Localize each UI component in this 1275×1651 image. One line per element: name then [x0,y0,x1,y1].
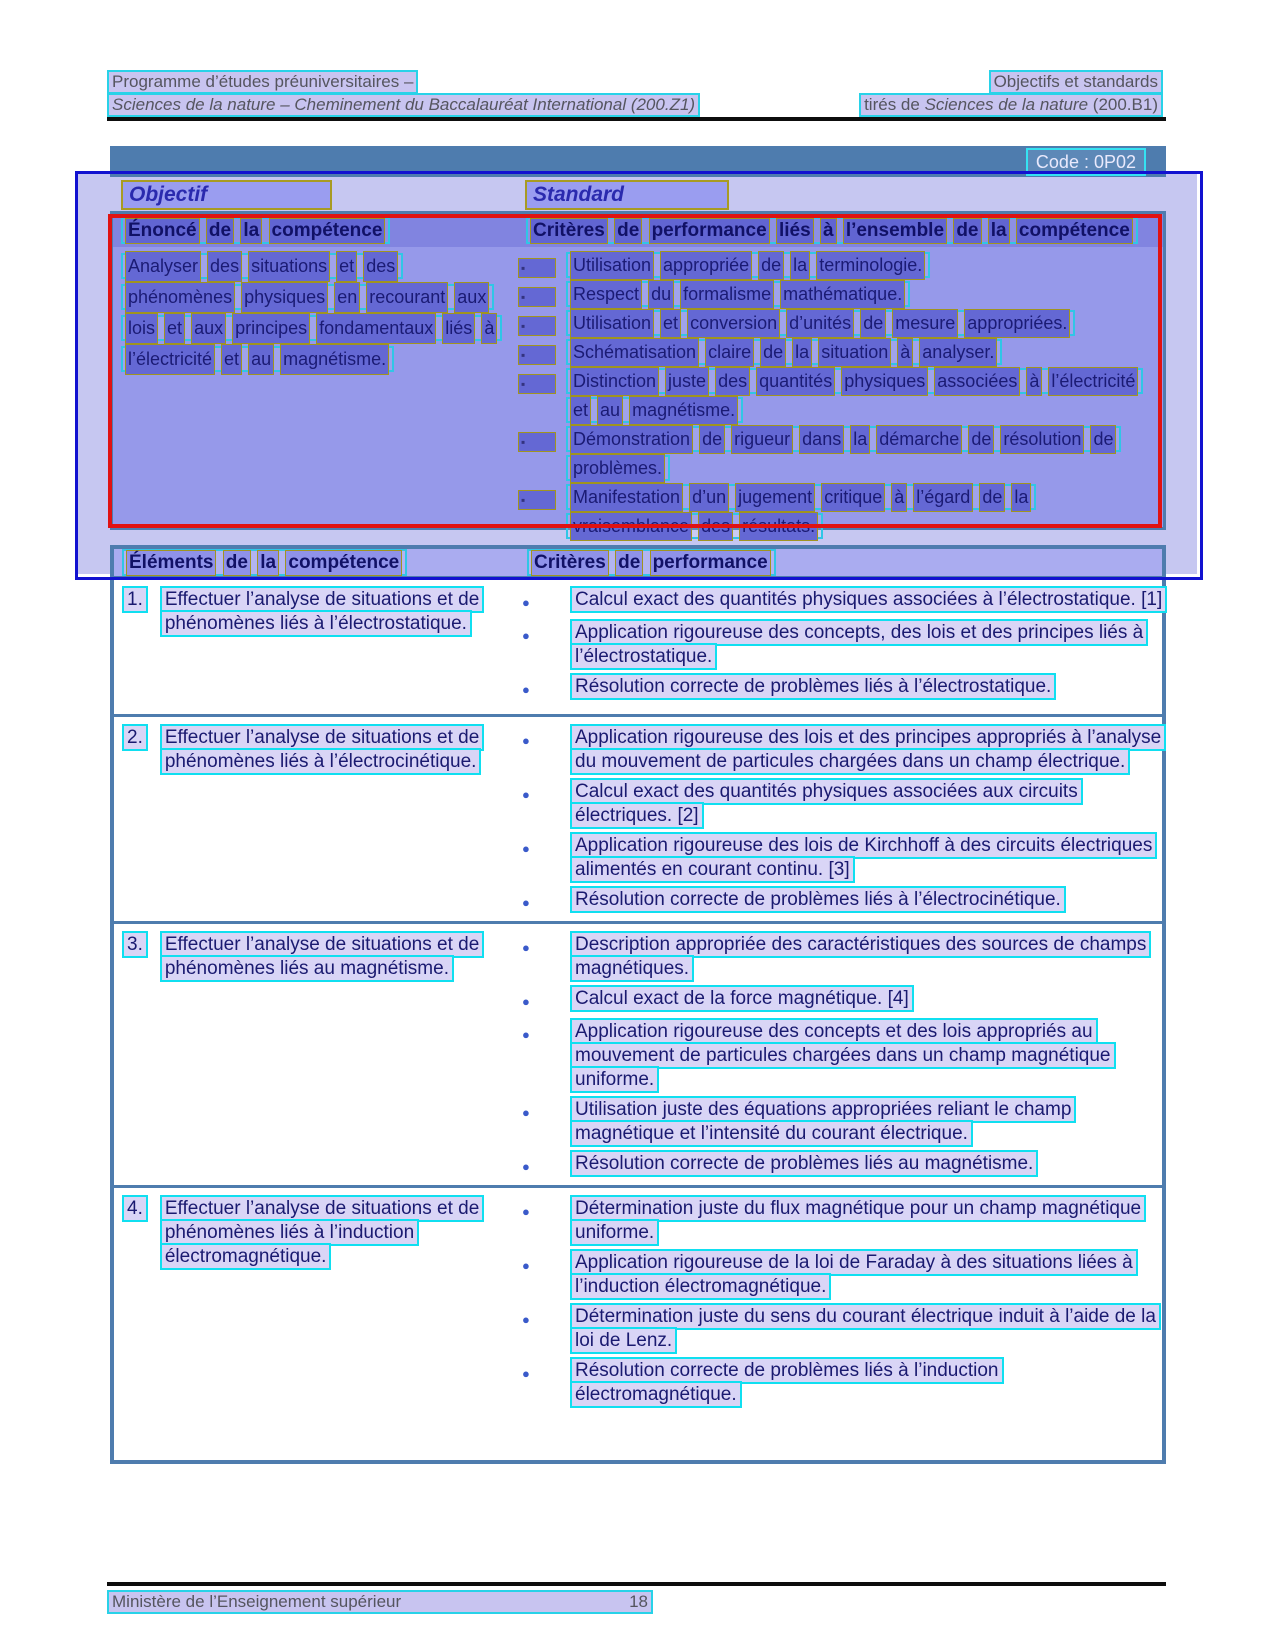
elements-table-header-row [114,549,1162,576]
performance-item [514,834,1170,882]
performance-item [514,1020,1170,1092]
criterion-item [518,338,1163,367]
word-highlight: formalisme [680,280,774,309]
square-bullet-icon: ▪ [518,258,556,278]
word-highlight: juste [665,367,709,396]
square-bullet-icon: ▪ [518,316,556,336]
word-highlight: la [790,251,810,280]
word-highlight: conversion [687,309,780,338]
performance-item [514,987,1170,1014]
word-highlight: l’électricité [1048,367,1138,396]
header-right-title: Objectifs et standards [989,70,1163,94]
square-bullet-icon: ▪ [518,345,556,365]
criterion-text [566,280,1151,309]
word-highlight: phénomènes [125,282,235,313]
code-badge: Code : 0P02 [1026,148,1146,176]
performance-item [514,726,1170,774]
performance-item [514,1152,1170,1179]
standard-label: Standard [525,180,729,210]
word-highlight: physiques [241,282,328,313]
word-highlight: et [164,313,185,344]
performance-item [514,588,1170,615]
word-highlight: des [207,251,242,282]
performance-text: Résolution correcte de problèmes liés au magnétisme. [570,1152,1170,1179]
round-bullet-icon: ● [522,682,530,697]
word-highlight: de [615,550,643,576]
word-highlight: l’électricité [125,344,215,375]
word-highlight: des [363,251,398,282]
word-highlight: fondamentaux [316,313,436,344]
criterion-marker [518,425,566,483]
word-highlight: au [248,344,274,375]
word-highlight: Énoncé [125,218,200,244]
round-bullet-icon: ● [522,994,530,1009]
word-highlight: magnétisme. [629,396,738,425]
element-number: 4. [122,1195,148,1222]
word-highlight: critique [821,483,885,512]
element-text: Effectuer l’analyse de situations et de phénomènes liés à l’électrostatique. [160,586,484,637]
criterion-item [518,483,1163,541]
square-bullet-icon: ▪ [518,374,556,394]
criterion-marker [518,251,566,280]
performance-text: Application rigoureuse de la loi de Faraday à des situations liées à l’induction électromagnétique. [570,1251,1170,1299]
enonce-text [113,251,503,541]
performance-text: Détermination juste du flux magnétique pour un champ magnétique uniforme. [570,1197,1170,1245]
square-bullet-icon: ▪ [518,287,556,307]
word-highlight: l’égard [913,483,973,512]
page-header-line-2 [107,93,1163,117]
enonce-table [110,211,1166,536]
word-highlight: Distinction [570,367,659,396]
criterion-item [518,367,1163,425]
word-highlight: résultats. [739,512,818,541]
criterion-item [518,251,1163,280]
word-highlight: Utilisation [570,251,654,280]
header-rule [107,117,1166,121]
page-footer [107,1590,653,1614]
round-bullet-icon: ● [522,1159,530,1174]
word-highlight: de [758,251,784,280]
word-highlight: Utilisation [570,309,654,338]
round-bullet-icon: ● [522,1027,530,1042]
word-highlight: et [336,251,357,282]
element-cell [114,924,514,1185]
word-highlight: mathématique. [780,280,905,309]
round-bullet-icon: ● [522,940,530,955]
word-highlight: physiques [841,367,928,396]
word-highlight: de [614,218,642,244]
word-highlight: de [760,338,786,367]
word-highlight: compétence [285,550,402,576]
round-bullet-icon: ● [522,895,530,910]
element-number: 2. [122,724,148,751]
criterion-item [518,280,1163,309]
round-bullet-icon: ● [522,1312,530,1327]
performance-text: Application rigoureuse des lois de Kirchhoff à des circuits électriques alimentés en courant continu. [3] [570,834,1170,882]
criterion-marker [518,280,566,309]
performance-text: Résolution correcte de problèmes liés à l’électrocinétique. [570,888,1170,915]
word-highlight: des [698,512,733,541]
performance-text: Résolution correcte de problèmes liés à l’électrostatique. [570,675,1170,702]
word-highlight: situation [818,338,891,367]
performance-text: Application rigoureuse des lois et des principes appropriés à l’analyse du mouvement de particules chargées dans un champ électrique. [570,726,1170,774]
word-highlight: Schématisation [570,338,699,367]
word-highlight: recourant [366,282,448,313]
word-highlight: situations [248,251,330,282]
word-highlight: problèmes. [570,454,665,483]
performance-item [514,1305,1170,1353]
performance-header-cell [519,550,1162,576]
word-highlight: en [334,282,360,313]
round-bullet-icon: ● [522,628,530,643]
word-highlight: liés [442,313,475,344]
word-highlight: appropriées. [964,309,1070,338]
word-highlight: vraisemblance [570,512,692,541]
word-highlight: et [660,309,681,338]
word-highlight: aux [454,282,489,313]
word-highlight: Critères [530,218,608,244]
word-highlight: Démonstration [570,425,693,454]
performance-item [514,621,1170,669]
element-text: Effectuer l’analyse de situations et de phénomènes liés à l’induction électromagnétique. [160,1195,484,1270]
criterion-marker [518,338,566,367]
word-highlight: performance [649,218,770,244]
performance-text: Détermination juste du sens du courant électrique induit à l’aide de la loi de Lenz. [570,1305,1170,1353]
word-highlight: résolution [1000,425,1084,454]
performance-text: Calcul exact de la force magnétique. [4] [570,987,1170,1014]
word-highlight: à [481,313,497,344]
performance-text: Résolution correcte de problèmes liés à l’induction électromagnétique. [570,1359,1170,1407]
element-row-1 [114,576,1162,714]
word-highlight: à [820,218,837,244]
word-highlight: l’ensemble [843,218,947,244]
round-bullet-icon: ● [522,733,530,748]
enonce-table-body [113,247,1163,541]
round-bullet-icon: ● [522,1204,530,1219]
word-highlight: de [223,550,251,576]
criterion-text [566,309,1151,338]
word-highlight: de [1090,425,1116,454]
word-highlight: la [850,425,870,454]
criterion-text [566,425,1151,483]
word-highlight: de [968,425,994,454]
element-text: Effectuer l’analyse de situations et de phénomènes liés au magnétisme. [160,931,484,982]
performance-item [514,933,1170,981]
performance-text: Description appropriée des caractéristiques des sources de champs magnétiques. [570,933,1170,981]
word-highlight: principes [232,313,310,344]
element-number: 3. [122,931,148,958]
element-row-3 [114,921,1162,1185]
code-bar [110,146,1166,177]
square-bullet-icon: ▪ [518,432,556,452]
page-header-line-1 [107,70,1163,94]
word-highlight: d’unités [786,309,854,338]
element-row-4 [114,1185,1162,1460]
round-bullet-icon: ● [522,1366,530,1381]
enonce-header-cell [113,218,518,244]
word-highlight: liés [776,218,814,244]
word-highlight: au [597,396,623,425]
word-highlight: associées [934,367,1020,396]
footer-text: Ministère de l’Enseignement supérieur [112,1592,402,1611]
square-bullet-icon: ▪ [518,490,556,510]
word-highlight: du [648,280,674,309]
performance-text: Application rigoureuse des concepts, des lois et des principes liés à l’électrostatique. [570,621,1170,669]
word-highlight: la [257,550,279,576]
performance-text: Application rigoureuse des concepts et des lois appropriés au mouvement de particules chargées dans un champ magnétique uniforme. [570,1020,1170,1092]
word-highlight: Respect [570,280,642,309]
word-highlight: la [792,338,812,367]
word-highlight: dans [799,425,844,454]
round-bullet-icon: ● [522,1105,530,1120]
footer-rule [107,1582,1166,1586]
header-program-subtitle: Sciences de la nature – Cheminement du Baccalauréat International (200.Z1) [107,93,700,117]
word-highlight: et [221,344,242,375]
word-highlight: la [240,218,262,244]
criterion-text [566,367,1151,425]
word-highlight: terminologie. [816,251,925,280]
word-highlight: à [897,338,913,367]
performance-text: Utilisation juste des équations appropriées reliant le champ magnétique et l’intensité du courant électrique. [570,1098,1170,1146]
word-highlight: jugement [735,483,815,512]
word-highlight: Éléments [126,550,216,576]
word-highlight: de [979,483,1005,512]
enonce-table-header-row [113,214,1163,247]
word-highlight: à [1026,367,1042,396]
word-highlight: la [988,218,1010,244]
round-bullet-icon: ● [522,595,530,610]
word-highlight: performance [650,550,771,576]
word-highlight: à [891,483,907,512]
word-highlight: rigueur [731,425,793,454]
footer-highlight [107,1590,653,1614]
objectif-label: Objectif [121,180,332,210]
element-cell [114,1188,514,1460]
word-highlight: aux [191,313,226,344]
header-program-title: Programme d’études préuniversitaires – [107,70,418,94]
round-bullet-icon: ● [522,787,530,802]
performance-item [514,888,1170,915]
criterion-marker [518,483,566,541]
criteria-header-cell [518,218,1163,244]
word-highlight: quantités [756,367,835,396]
performance-item [514,1098,1170,1146]
element-cell [114,717,514,921]
element-text: Effectuer l’analyse de situations et de phénomènes liés à l’électrocinétique. [160,724,484,775]
criterion-marker [518,309,566,338]
performance-list [514,1188,1176,1460]
criterion-item [518,425,1163,483]
word-highlight: de [206,218,234,244]
performance-text: Calcul exact des quantités physiques associées aux circuits électriques. [2] [570,780,1170,828]
round-bullet-icon: ● [522,841,530,856]
header-right-subtitle: tirés de Sciences de la nature (200.B1) [859,93,1163,117]
word-highlight: des [715,367,750,396]
word-highlight: magnétisme. [280,344,389,375]
word-highlight: analyser. [919,338,997,367]
word-highlight: lois [125,313,158,344]
performance-item [514,1251,1170,1299]
word-highlight: de [953,218,981,244]
performance-item [514,675,1170,702]
word-highlight: de [860,309,886,338]
word-highlight: appropriée [660,251,752,280]
word-highlight: de [699,425,725,454]
performance-list [514,924,1176,1185]
performance-item [514,1197,1170,1245]
word-highlight: claire [705,338,754,367]
word-highlight: Critères [531,550,609,576]
criterion-marker [518,367,566,425]
criterion-text [566,338,1151,367]
word-highlight: démarche [876,425,962,454]
elements-table [110,545,1166,1464]
element-row-2 [114,714,1162,921]
performance-text: Calcul exact des quantités physiques associées à l’électrostatique. [1] [570,588,1170,615]
word-highlight: Manifestation [570,483,683,512]
performance-list [514,579,1176,714]
page-number: 18 [629,1592,648,1611]
word-highlight: Analyser [125,251,201,282]
elements-header-cell [114,550,519,576]
element-cell [114,579,514,714]
performance-item [514,780,1170,828]
criterion-text [566,483,1151,541]
criterion-item [518,309,1163,338]
word-highlight: et [570,396,591,425]
element-number: 1. [122,586,148,613]
word-highlight: la [1011,483,1031,512]
performance-item [514,1359,1170,1407]
round-bullet-icon: ● [522,1258,530,1273]
word-highlight: compétence [1016,218,1133,244]
word-highlight: mesure [892,309,958,338]
criterion-text [566,251,1151,280]
performance-list [514,717,1176,921]
criteria-list [518,251,1163,541]
word-highlight: d’un [689,483,729,512]
word-highlight: compétence [269,218,386,244]
